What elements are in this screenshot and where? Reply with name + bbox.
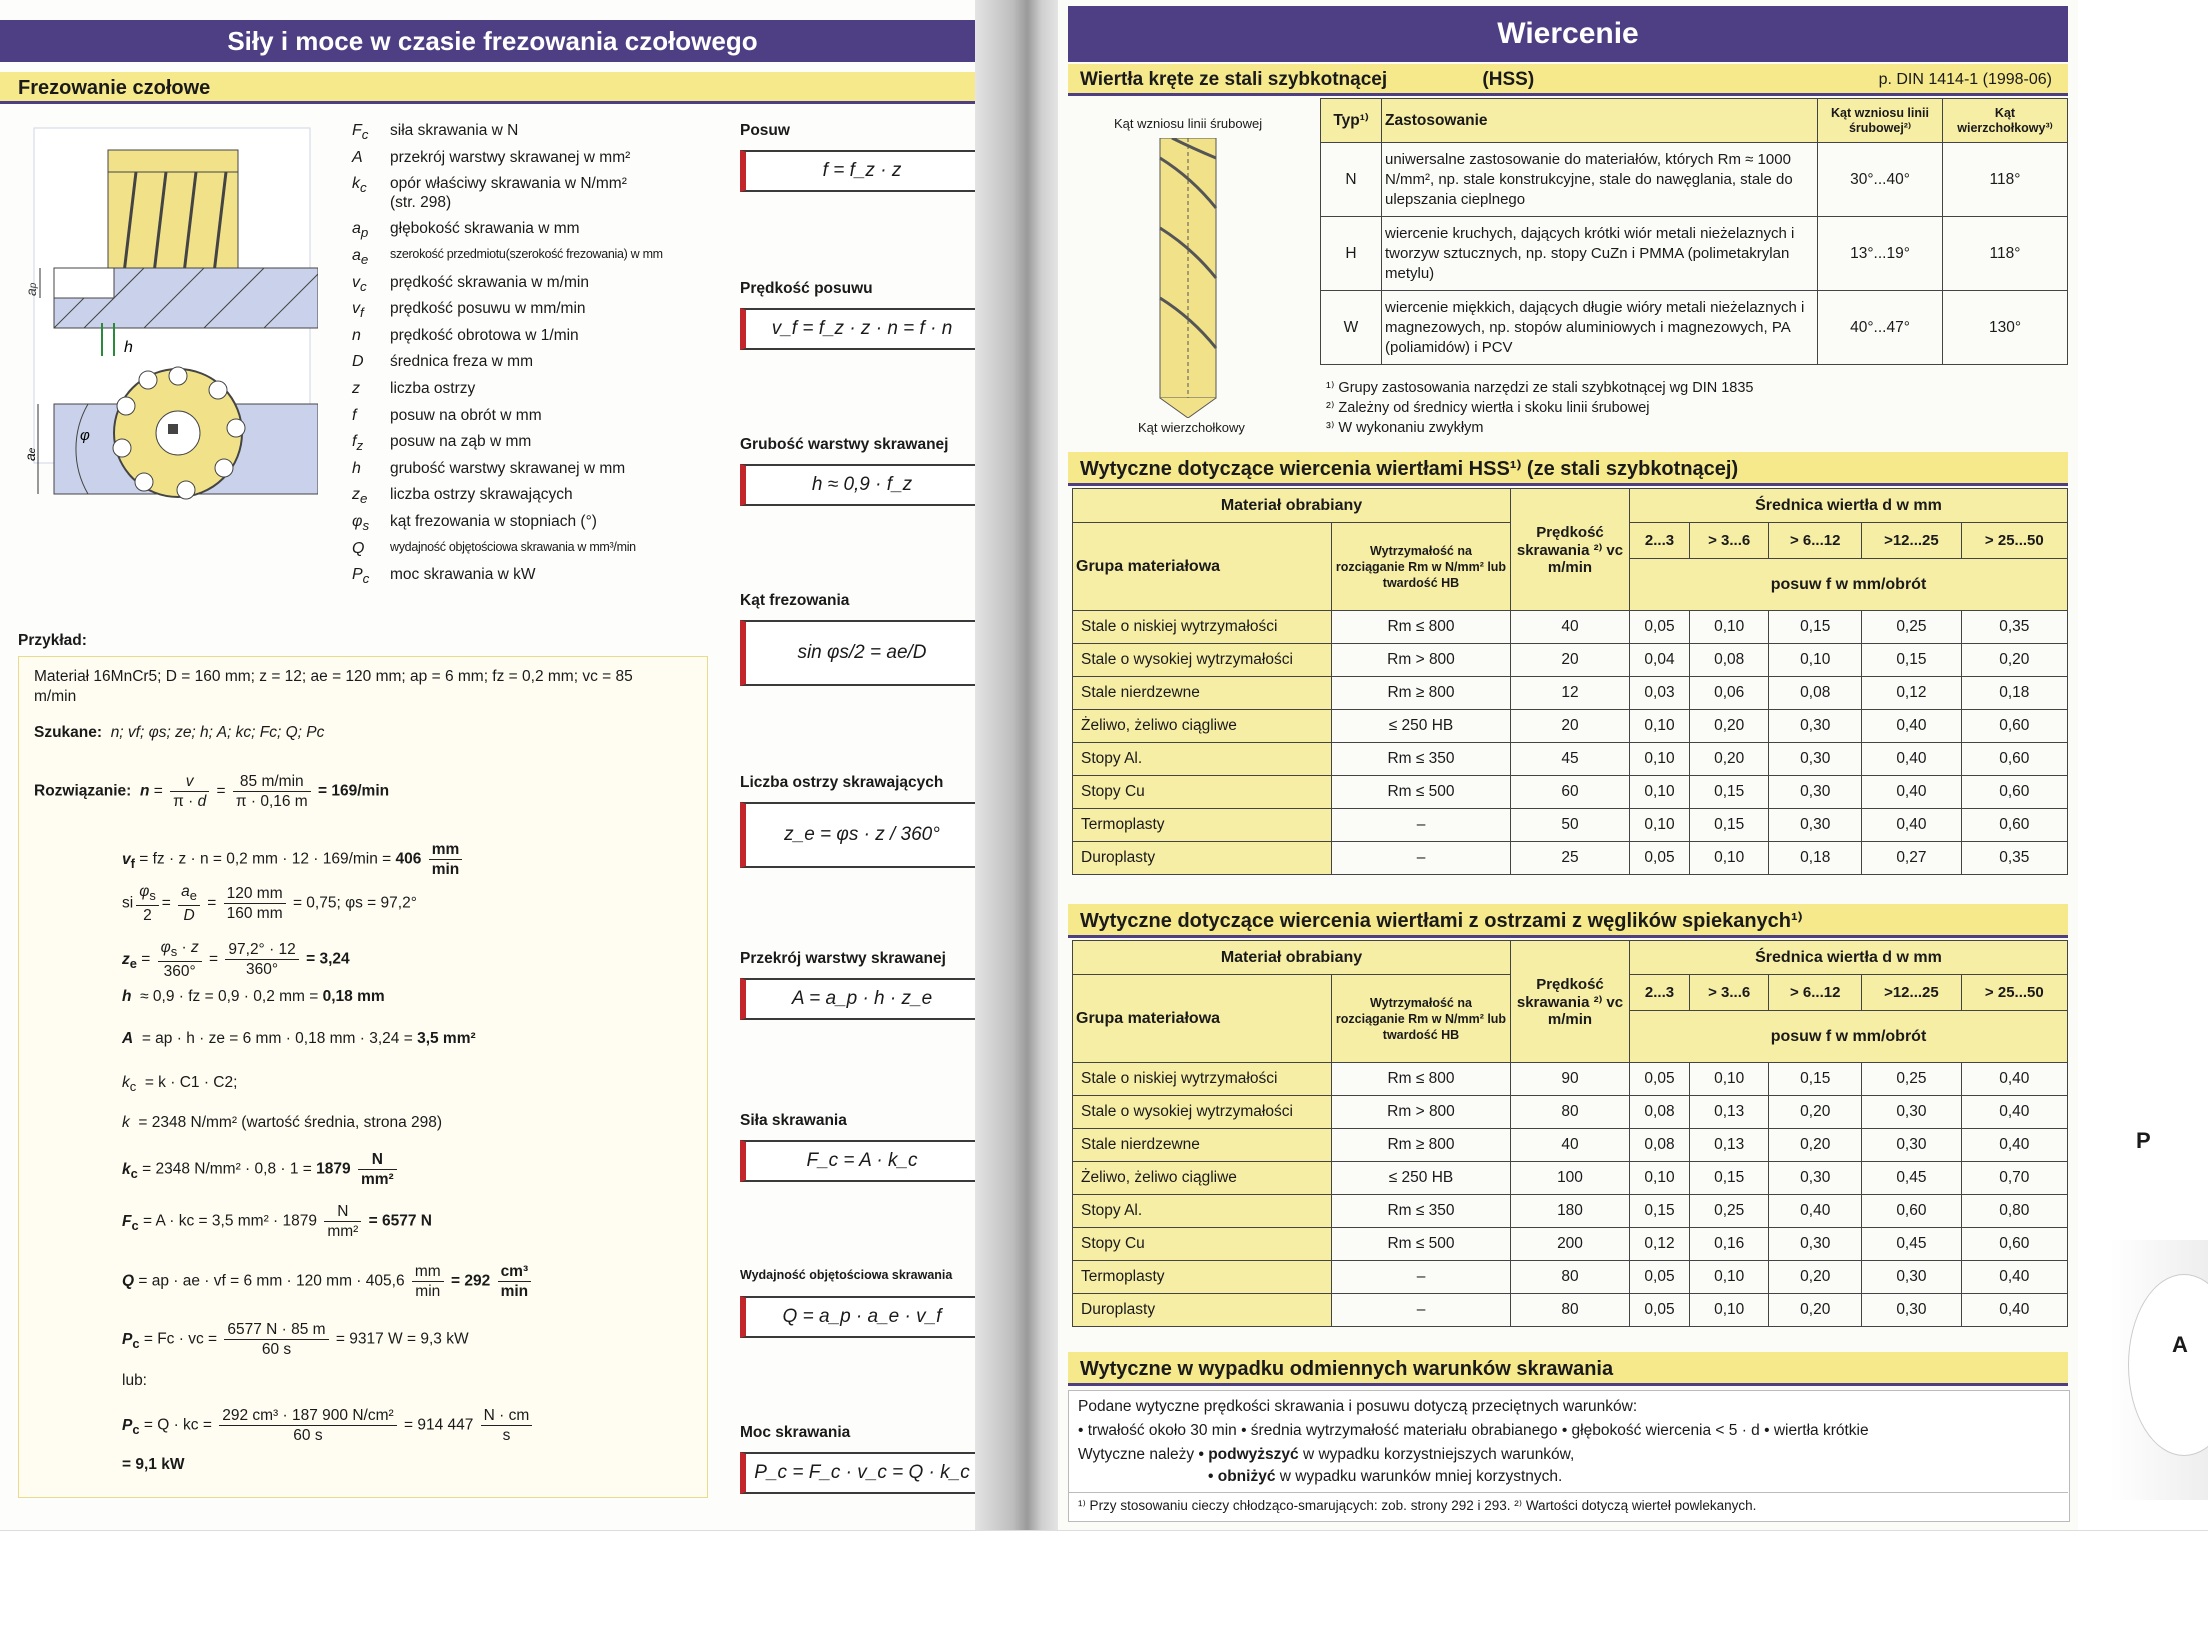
material-strength: – [1332,809,1511,842]
table-row [1073,842,2068,875]
feed-value: 0,15 [1862,644,1962,677]
symbol-definition: wydajność objętościowa skrawania w mm³/min [390,539,636,554]
feed-value: 0,03 [1630,677,1690,710]
feed-value: 0,15 [1769,611,1862,644]
symbol: $P_c$ [352,566,370,587]
feed-header: posuw f w mm/obrót [1630,559,2068,611]
feed-value: 0,18 [1769,842,1862,875]
section-hss-guidelines: Wytyczne dotyczące wiercenia wiertłami HSS¹⁾ (ze stali szybkotnącej) [1068,452,2068,486]
material-group: Stale o wysokiej wytrzymałości [1073,644,1332,677]
symbol: $v_f$ [352,300,364,321]
feed-value: 0,25 [1862,611,1962,644]
feed-header: posuw f w mm/obrót [1630,1011,2068,1063]
drill-helix-angle: 13°...19° [1818,217,1943,291]
example-material-unit: m/min [34,688,77,705]
table-row [1073,611,2068,644]
feed-value: 0,25 [1862,1063,1962,1096]
feed-value: 0,12 [1630,1228,1690,1261]
tab-a[interactable]: A [2172,1332,2188,1357]
material-group: Stale nierdzewne [1073,1129,1332,1162]
cutting-speed: 180 [1511,1195,1630,1228]
calc-h: h ≈ 0,9 · fz = 0,9 · 0,2 mm = 0,18 mm [122,988,385,1005]
cutting-speed: 40 [1511,611,1630,644]
formula-box: z_e = φs · z / 360° [740,802,978,868]
symbol-definition: przekrój warstwy skrawanej w mm² [390,148,631,166]
symbol: D [352,353,364,371]
formula-box: P_c = F_c · v_c = Q · k_c [740,1452,978,1494]
example-label: Przykład: [18,632,87,649]
symbol-definition: głębokość skrawania w mm [390,220,580,238]
diameter-range: 2...3 [1630,975,1690,1011]
feed-value: 0,13 [1690,1096,1769,1129]
feed-value: 0,40 [1862,809,1962,842]
formula-heading: Przekrój warstwy skrawanej [740,950,946,967]
feed-value: 0,15 [1690,809,1769,842]
feed-value: 0,15 [1630,1195,1690,1228]
symbol-definition: liczba ostrzy [390,380,476,397]
cutting-speed: 90 [1511,1063,1630,1096]
feed-value: 0,30 [1769,710,1862,743]
left-page [0,0,985,1530]
drill-use: wiercenie kruchych, dających krótki wiór metali nieżelaznych i tworzyw sztucznych, np. stopy CuZn i PMMA (polimetakrylan metylu) [1382,217,1818,291]
carbide-cutting-table [1072,940,2068,1327]
feed-value: 0,10 [1630,743,1690,776]
calc-n: Rozwiązanie: n = $\frac{v}{\pi \cdot d}$ = $\frac{85 m/\min}{\pi \cdot 0,16 m}$ = 169/min [34,773,390,810]
feed-value: 0,04 [1630,644,1690,677]
feed-value: 0,18 [1961,677,2067,710]
feed-value: 0,60 [1862,1195,1962,1228]
symbol: f [352,406,357,424]
face-milling-diagram [18,108,318,578]
table-row [1073,1294,2068,1327]
feed-value: 0,15 [1690,1162,1769,1195]
right-page [1058,0,2078,1530]
material-group: Stale o wysokiej wytrzymałości [1073,1096,1332,1129]
material-group: Stale o niskiej wytrzymałości [1073,1063,1332,1096]
left-page-title: Siły i moce w czasie frezowania czołowego [0,20,985,62]
feed-value: 0,40 [1961,1063,2067,1096]
feed-value: 0,10 [1769,644,1862,677]
feed-value: 0,30 [1862,1129,1962,1162]
material-strength: Rm ≥ 800 [1332,1129,1511,1162]
material-strength: Rm ≤ 500 [1332,776,1511,809]
table-row [1073,710,2068,743]
material-group: Termoplasty [1073,1261,1332,1294]
material-header: Materiał obrabiany [1073,941,1511,975]
cutting-speed: 40 [1511,1129,1630,1162]
diameter-range: 2...3 [1630,523,1690,559]
feed-value: 0,10 [1630,776,1690,809]
cutting-speed: 80 [1511,1294,1630,1327]
feed-value: 0,30 [1769,776,1862,809]
symbol-definition: posuw na obrót w mm [390,406,542,424]
feed-value: 0,05 [1630,842,1690,875]
drill-tip-angle: 130° [1943,291,2068,365]
hss-cutting-table [1072,488,2068,875]
material-strength: – [1332,842,1511,875]
page-footnote: ¹⁾ Przy stosowaniu cieczy chłodząco-smarujących: zob. strony 292 i 293. ²⁾ Wartości dotyczą wierteł powlekanych. [1078,1498,1757,1513]
strength-header: Wytrzymałość na rozciąganie Rm w N/mm² lub twardość HB [1332,523,1511,611]
feed-value: 0,06 [1690,677,1769,710]
material-strength: Rm ≤ 800 [1332,611,1511,644]
table-row [1073,776,2068,809]
feed-value: 0,40 [1862,776,1962,809]
feed-value: 0,60 [1961,776,2067,809]
formula-box: F_c = A · k_c [740,1140,978,1182]
calc-kc-value: $k_c = 2348$ N/mm² · 0,8 · 1 = 1879 $\frac{N}{\text{mm²}}$ [122,1150,400,1189]
material-group: Żeliwo, żeliwo ciągliwe [1073,710,1332,743]
book-gutter [975,0,1070,1530]
feed-value: 0,10 [1690,1063,1769,1096]
cutting-speed: 50 [1511,809,1630,842]
cutting-speed: 20 [1511,710,1630,743]
symbol-definition: szerokość przedmiotu(szerokość frezowania) w mm [390,247,663,261]
symbol: Q [352,539,365,557]
conditions-list: • trwałość około 30 min • średnia wytrzymałość materiału obrabianego • głębokość wiercenia < 5 · d • wiertła krótkie [1078,1422,1869,1439]
material-strength: Rm ≤ 800 [1332,1063,1511,1096]
formula-box: sin φs/2 = ae/D [740,620,978,686]
symbol-definition: prędkość obrotowa w 1/min [390,326,579,344]
symbol: $a_p$ [352,220,369,241]
calc-sin: si $\frac{\varphi_s}{2}$ = $\frac{a_e}{D}$ = $\frac{120 mm}{160 mm}$ = 0,75; φs = 97,2° [122,883,417,925]
table-row [1073,1129,2068,1162]
drill-tip-label: Kąt wierzchołkowy [1138,420,1245,435]
conditions-decrease: • obniżyć w wypadku warunków mniej korzystnych. [1208,1468,1563,1485]
symbol-definition: średnica freza w mm [390,353,533,371]
feed-value: 0,40 [1961,1096,2067,1129]
feed-value: 0,20 [1769,1261,1862,1294]
svg-text:h: h [124,339,133,356]
types-note-3: ³⁾ W wykonaniu zwykłym [1326,420,1484,436]
material-group: Stopy Al. [1073,743,1332,776]
formula-heading: Posuw [740,122,790,139]
feed-value: 0,20 [1769,1096,1862,1129]
material-strength: Rm ≤ 500 [1332,1228,1511,1261]
cutting-speed: 200 [1511,1228,1630,1261]
table-row [1073,1228,2068,1261]
section-hss-twist-drills: Wiertła kręte ze stali szybkotnącej (HSS) p. DIN 1414-1 (1998-06) [1068,64,2068,96]
material-group: Stale nierdzewne [1073,677,1332,710]
section-other-conditions: Wytyczne w wypadku odmiennych warunków skrawania [1068,1352,2068,1386]
symbol-definition: siła skrawania w N [390,122,519,139]
feed-value: 0,30 [1769,1228,1862,1261]
drill-type: N [1321,143,1382,217]
feed-value: 0,08 [1630,1129,1690,1162]
feed-value: 0,35 [1961,842,2067,875]
feed-value: 0,10 [1690,842,1769,875]
background-below-pages [0,1530,2208,1628]
formula-box: A = a_p · h · z_e [740,978,978,1020]
feed-value: 0,13 [1690,1129,1769,1162]
material-strength: – [1332,1294,1511,1327]
feed-value: 0,30 [1862,1096,1962,1129]
feed-value: 0,08 [1769,677,1862,710]
conditions-increase: Wytyczne należy • podwyższyć w wypadku korzystniejszych warunków, [1078,1446,1575,1463]
feed-value: 0,10 [1690,611,1769,644]
group-header: Grupa materiałowa [1073,975,1332,1063]
drill-types-table [1320,98,2068,365]
calc-k: k = 2348 N/mm² (wartość średnia, strona 298) [122,1114,443,1131]
formula-heading: Moc skrawania [740,1424,851,1441]
feed-value: 0,25 [1690,1195,1769,1228]
speed-header: Prędkość skrawania ²⁾ vc m/min [1511,489,1630,611]
diameter-range: > 3...6 [1690,523,1769,559]
drill-tip-angle: 118° [1943,217,2068,291]
example-szukane: Szukane: n; vf; φs; ze; h; A; kc; Fc; Q; Pc [34,724,325,741]
footnote-divider [1068,1492,2068,1493]
diameter-range: > 3...6 [1690,975,1769,1011]
feed-value: 0,60 [1961,743,2067,776]
calc-Fc: $F_c = A$ · kc = 3,5 mm² · 1879 $\frac{N}{\text{mm²}}$ = 6577 N [122,1203,432,1240]
cutting-speed: 60 [1511,776,1630,809]
feed-value: 0,10 [1690,1294,1769,1327]
formula-heading: Liczba ostrzy skrawających [740,774,944,791]
feed-value: 0,20 [1769,1129,1862,1162]
formula-heading: Grubość warstwy skrawanej [740,436,949,453]
feed-value: 0,45 [1862,1162,1962,1195]
material-group: Stopy Al. [1073,1195,1332,1228]
types-note-1: ¹⁾ Grupy zastosowania narzędzi ze stali szybkotnącej wg DIN 1835 [1326,380,1754,396]
drill-helix-angle: 30°...40° [1818,143,1943,217]
calc-A: A = ap · h · ze = 6 mm · 0,18 mm · 3,24 = 3,5 mm² [122,1030,476,1047]
formula-box: f = f_z · z [740,150,978,192]
calc-ze: $z_e$ = $\frac{\varphi_s \cdot z}{360^\circ}$ = $\frac{97,2^\circ \cdot 12}{360^\circ}$ = 3,24 [122,939,350,981]
symbol: h [352,459,361,477]
feed-value: 0,12 [1862,677,1962,710]
feed-value: 0,60 [1961,809,2067,842]
material-strength: Rm > 800 [1332,1096,1511,1129]
symbol: A [352,148,363,166]
feed-value: 0,08 [1690,644,1769,677]
symbol-definition: grubość warstwy skrawanej w mm [390,459,626,477]
feed-value: 0,27 [1862,842,1962,875]
feed-value: 0,20 [1690,710,1769,743]
drill-use: wiercenie miękkich, dających długie wióry metali nieżelaznych i magnezowych, np. stopów aluminiowych i magnezowych, PA (poliamidów) i PCV [1382,291,1818,365]
table-row [1073,1162,2068,1195]
feed-value: 0,40 [1862,710,1962,743]
feed-value: 0,10 [1630,809,1690,842]
formula-box: Q = a_p · a_e · v_f [740,1296,978,1338]
feed-value: 0,05 [1630,1063,1690,1096]
symbol: z [352,380,360,397]
material-strength: Rm ≤ 350 [1332,743,1511,776]
drill-type-row [1321,291,2068,365]
conditions-intro: Podane wytyczne prędkości skrawania i posuwu dotyczą przeciętnych warunków: [1078,1398,1638,1415]
cutting-speed: 20 [1511,644,1630,677]
material-header: Materiał obrabiany [1073,489,1511,523]
diameter-header: Średnica wiertła d w mm [1630,489,2068,523]
feed-value: 0,05 [1630,1261,1690,1294]
symbol: $F_c$ [352,122,369,143]
feed-value: 0,15 [1690,776,1769,809]
table-row [1073,1261,2068,1294]
table-row [1073,677,2068,710]
symbol-definition: prędkość posuwu w mm/min [390,300,586,318]
tab-p[interactable]: P [2136,1128,2151,1153]
calc-final: = 9,1 kW [122,1456,185,1473]
diameter-range: >12...25 [1862,523,1962,559]
drill-tip-angle: 118° [1943,143,2068,217]
calc-kc: $k_c = k \cdot C1 \cdot C2$; [122,1074,238,1095]
svg-text:ae: ae [22,447,38,461]
feed-value: 0,08 [1630,1096,1690,1129]
cutting-speed: 80 [1511,1096,1630,1129]
feed-value: 0,05 [1630,1294,1690,1327]
feed-value: 0,80 [1961,1195,2067,1228]
section-face-milling: Frezowanie czołowe [0,72,985,104]
diameter-header: Średnica wiertła d w mm [1630,941,2068,975]
col-helix: Kąt wzniosu linii śrubowej²⁾ [1818,99,1943,143]
feed-value: 0,20 [1690,743,1769,776]
feed-value: 0,40 [1961,1261,2067,1294]
material-strength: ≤ 250 HB [1332,710,1511,743]
feed-value: 0,30 [1769,743,1862,776]
formula-box: h ≈ 0,9 · f_z [740,464,978,506]
feed-value: 0,40 [1961,1294,2067,1327]
right-page-title: Wiercenie [1068,6,2068,62]
feed-value: 0,40 [1862,743,1962,776]
drill-type: W [1321,291,1382,365]
diameter-range: > 6...12 [1769,975,1862,1011]
drill-type-row [1321,143,2068,217]
diameter-range: > 25...50 [1961,523,2067,559]
symbol-definition: posuw na ząb w mm [390,433,532,451]
symbol: $v_c$ [352,273,367,294]
material-strength: Rm ≤ 350 [1332,1195,1511,1228]
feed-value: 0,10 [1690,1261,1769,1294]
symbol: $z_e$ [352,486,368,507]
material-group: Stopy Cu [1073,1228,1332,1261]
feed-value: 0,40 [1961,1129,2067,1162]
strength-header: Wytrzymałość na rozciąganie Rm w N/mm² lub twardość HB [1332,975,1511,1063]
cutting-speed: 45 [1511,743,1630,776]
drill-helix-label: Kąt wzniosu linii śrubowej [1114,116,1263,131]
table-row [1073,1063,2068,1096]
formula-heading: Kąt frezowania [740,592,850,609]
cutting-speed: 100 [1511,1162,1630,1195]
types-note-2: ²⁾ Zależny od średnicy wiertła i skoku linii śrubowej [1326,400,1650,416]
feed-value: 0,30 [1862,1294,1962,1327]
symbol: $k_c$ [352,175,367,196]
symbol: n [352,326,361,344]
feed-value: 0,15 [1769,1063,1862,1096]
col-zastosowanie: Zastosowanie [1382,99,1818,143]
speed-header: Prędkość skrawania ²⁾ vc m/min [1511,941,1630,1063]
col-typ: Typ¹⁾ [1321,99,1382,143]
calc-Pc-alt: $P_c = Q$ · kc = $\frac{\text{292 cm³ · 187 900 N/cm²}}{60 s}$ = 914 447 $\frac{N \cdot cm}{s}$ [122,1406,535,1445]
feed-value: 0,30 [1862,1261,1962,1294]
feed-value: 0,20 [1961,644,2067,677]
feed-value: 0,45 [1862,1228,1962,1261]
diameter-range: >12...25 [1862,975,1962,1011]
feed-value: 0,10 [1630,1162,1690,1195]
drill-type-row [1321,217,2068,291]
table-row [1073,644,2068,677]
group-header: Grupa materiałowa [1073,523,1332,611]
symbol: $a_e$ [352,247,369,268]
feed-value: 0,20 [1769,1294,1862,1327]
symbol: $f_z$ [352,433,364,454]
drill-type: H [1321,217,1382,291]
twist-drill-diagram [1132,138,1252,418]
formula-heading: Wydajność objętościowa skrawania [740,1268,953,1282]
table-row [1073,743,2068,776]
symbol-definition: prędkość skrawania w m/min [390,273,589,291]
calc-vf: $v_f$ = fz · z · n = 0,2 mm · 12 · 169/min = 406 $\frac{mm}{\min}$ [122,840,465,879]
symbol-definition: opór właściwy skrawania w N/mm² [390,175,627,193]
calc-Q: Q = ap · ae · vf = 6 mm · 120 mm · 405,6 $\frac{mm}{\min}$ = 292 $\frac{\text{cm³}}{\min}$ [122,1262,534,1301]
drill-use: uniwersalne zastosowanie do materiałów, których Rm ≈ 1000 N/mm², np. stale konstrukcyjne, stale do nawęglania, stale do ulepszania cieplnego [1382,143,1818,217]
feed-value: 0,40 [1769,1195,1862,1228]
calc-Pc: $P_c = Fc$ · vc = $\frac{6577 N \cdot 85 m}{60 s}$ = 9317 W = 9,3 kW [122,1321,469,1358]
drill-helix-angle: 40°...47° [1818,291,1943,365]
material-group: Duroplasty [1073,842,1332,875]
material-group: Duroplasty [1073,1294,1332,1327]
material-strength: Rm ≥ 800 [1332,677,1511,710]
symbol-definition: (str. 298) [390,193,452,211]
material-strength: Rm > 800 [1332,644,1511,677]
feed-value: 0,10 [1630,710,1690,743]
svg-text:φ: φ [80,427,90,444]
feed-value: 0,30 [1769,809,1862,842]
formula-heading: Siła skrawania [740,1112,847,1129]
material-group: Stopy Cu [1073,776,1332,809]
feed-value: 0,30 [1769,1162,1862,1195]
section-carbide-guidelines: Wytyczne dotyczące wiercenia wiertłami z ostrzami z węglików spiekanych¹⁾ [1068,904,2068,938]
diameter-range: > 6...12 [1769,523,1862,559]
symbol-definition: moc skrawania w kW [390,566,536,584]
table-row [1073,809,2068,842]
material-group: Termoplasty [1073,809,1332,842]
feed-value: 0,16 [1690,1228,1769,1261]
cutting-speed: 25 [1511,842,1630,875]
example-material: Materiał 16MnCr5; D = 160 mm; z = 12; ae = 120 mm; ap = 6 mm; fz = 0,2 mm; vc = 85 [34,668,633,685]
feed-value: 0,70 [1961,1162,2067,1195]
formula-box: v_f = f_z · z · n = f · n [740,308,978,350]
diameter-range: > 25...50 [1961,975,2067,1011]
symbol: $\varphi_s$ [352,513,370,534]
symbol-definition: liczba ostrzy skrawających [390,486,573,504]
svg-text:ap: ap [23,282,39,296]
table-row [1073,1096,2068,1129]
material-strength: ≤ 250 HB [1332,1162,1511,1195]
material-group: Stale o niskiej wytrzymałości [1073,611,1332,644]
table-row [1073,1195,2068,1228]
feed-value: 0,35 [1961,611,2067,644]
cutting-speed: 80 [1511,1261,1630,1294]
cutting-speed: 12 [1511,677,1630,710]
symbol-definition: kąt frezowania w stopniach (°) [390,513,597,530]
feed-value: 0,05 [1630,611,1690,644]
formula-heading: Prędkość posuwu [740,280,873,297]
col-tip: Kąt wierzchołkowy³⁾ [1943,99,2068,143]
material-group: Żeliwo, żeliwo ciągliwe [1073,1162,1332,1195]
feed-value: 0,60 [1961,710,2067,743]
feed-value: 0,60 [1961,1228,2067,1261]
material-strength: – [1332,1261,1511,1294]
calc-lub: lub: [122,1372,147,1389]
